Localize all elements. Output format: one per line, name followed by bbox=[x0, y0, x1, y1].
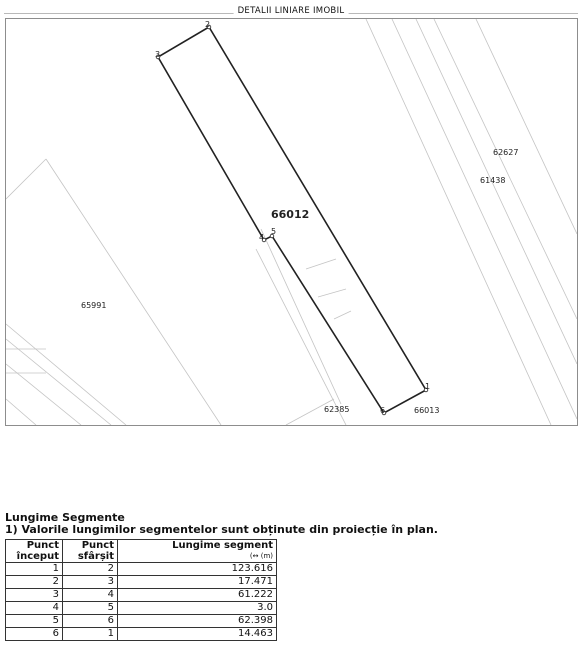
header-start-line1: Punct bbox=[26, 540, 59, 551]
header-end-line2: sfârșit bbox=[77, 551, 114, 562]
parcel-id-bottom-mid: 62385 bbox=[324, 405, 350, 414]
background-parcel-lines bbox=[6, 19, 577, 425]
header-length bbox=[118, 540, 277, 563]
vertex-label-1: 1 bbox=[425, 382, 431, 391]
cell-end: 1 bbox=[63, 628, 118, 641]
parcel-id-right-mid: 61438 bbox=[480, 176, 506, 185]
cell-start: 4 bbox=[6, 602, 63, 615]
cell-end: 3 bbox=[63, 576, 118, 589]
cell-length: 3.0 bbox=[118, 602, 277, 615]
parcel-id-main: 66012 bbox=[271, 208, 310, 221]
cell-start: 1 bbox=[6, 563, 63, 576]
vertex-label-5: 5 bbox=[271, 227, 277, 236]
cell-end: 6 bbox=[63, 615, 118, 628]
table-row bbox=[6, 576, 277, 589]
parcel-map-drawing bbox=[6, 19, 577, 425]
header-start-line2: început bbox=[16, 551, 59, 562]
cell-start: 2 bbox=[6, 576, 63, 589]
cell-length: 61.222 bbox=[118, 589, 277, 602]
header-length-line1: Lungime segment bbox=[172, 540, 273, 551]
map-header-title: DETALII LINIARE IMOBIL bbox=[234, 6, 349, 16]
parcel-id-bottom-right: 66013 bbox=[414, 406, 440, 415]
section-title: Lungime Segmente bbox=[5, 511, 125, 524]
section-note: 1) Valorile lungimilor segmentelor sunt obținute din proiecție în plan. bbox=[5, 523, 438, 536]
vertex-label-3: 3 bbox=[155, 50, 161, 59]
cell-start: 3 bbox=[6, 589, 63, 602]
map-header bbox=[4, 6, 578, 18]
cell-length: 123.616 bbox=[118, 563, 277, 576]
cell-end: 5 bbox=[63, 602, 118, 615]
cell-start: 6 bbox=[6, 628, 63, 641]
parcel-id-left: 65991 bbox=[81, 301, 107, 310]
cell-end: 2 bbox=[63, 563, 118, 576]
segment-length-table bbox=[5, 539, 277, 641]
header-start-point bbox=[6, 540, 63, 563]
cell-length: 62.398 bbox=[118, 615, 277, 628]
table-row bbox=[6, 602, 277, 615]
header-length-unit: (↔ (m) bbox=[249, 552, 273, 560]
header-end-point bbox=[63, 540, 118, 563]
cell-length: 17.471 bbox=[118, 576, 277, 589]
cell-end: 4 bbox=[63, 589, 118, 602]
table-row bbox=[6, 563, 277, 576]
header-end-line1: Punct bbox=[81, 540, 114, 551]
table-row bbox=[6, 615, 277, 628]
vertex-label-4: 4 bbox=[259, 233, 265, 242]
vertex-label-2: 2 bbox=[205, 20, 211, 29]
parcel-map bbox=[5, 18, 578, 426]
cell-length: 14.463 bbox=[118, 628, 277, 641]
vertex-label-6: 6 bbox=[380, 406, 386, 415]
table-row bbox=[6, 628, 277, 641]
cell-start: 5 bbox=[6, 615, 63, 628]
parcel-id-right-top: 62627 bbox=[493, 148, 519, 157]
table-header-row bbox=[6, 540, 277, 563]
table-row bbox=[6, 589, 277, 602]
